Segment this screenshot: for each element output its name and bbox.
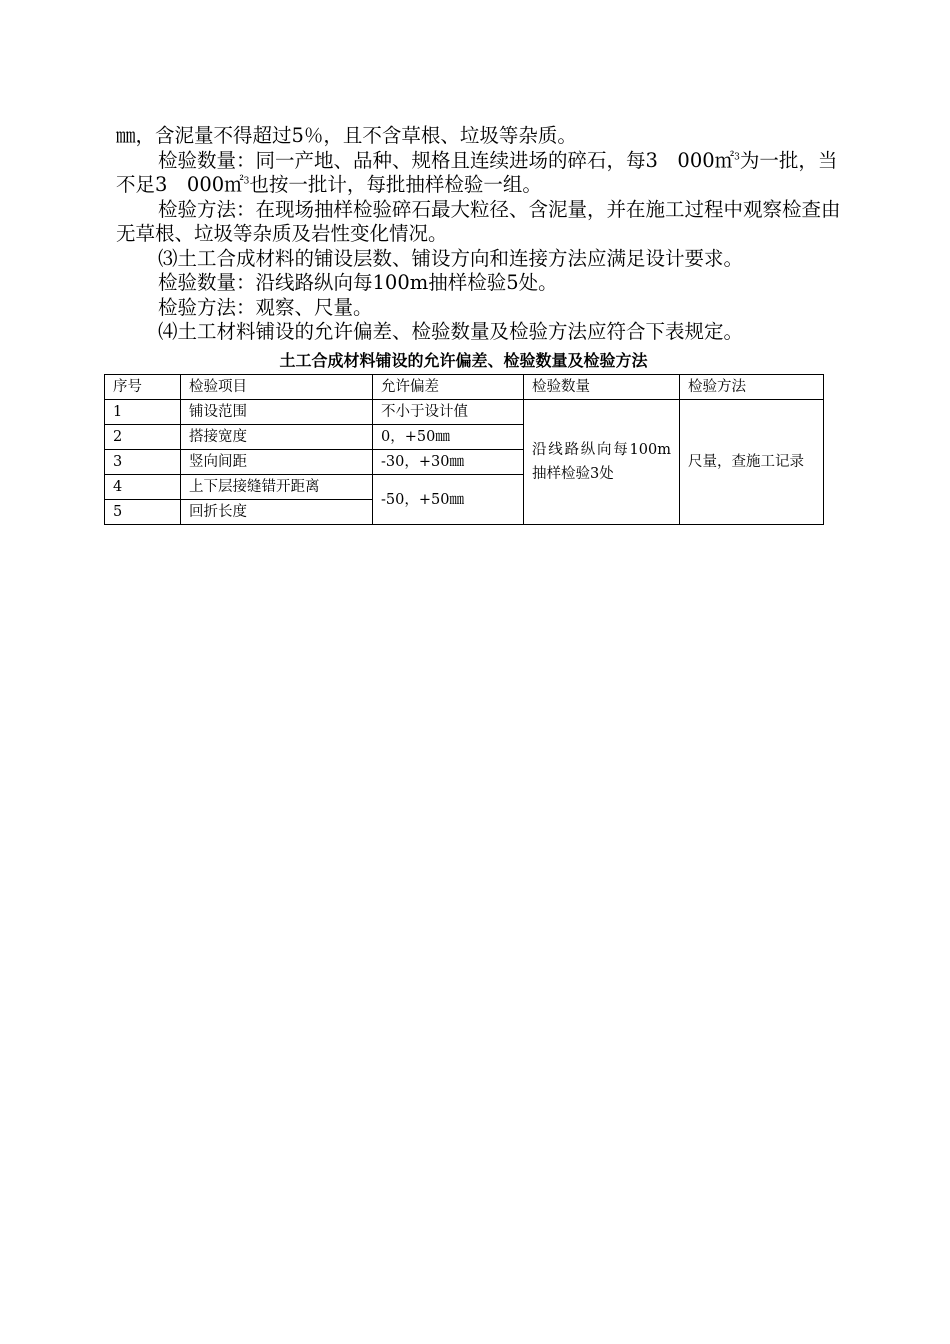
document-body <box>116 124 846 345</box>
paragraph-1: ㎜，含泥量不得超过5％，且不含草根、垃圾等杂质。 <box>116 124 577 147</box>
row-no: 2 <box>105 425 181 450</box>
row-no: 1 <box>105 400 181 425</box>
header-tolerance: 允许偏差 <box>373 375 524 400</box>
paragraph-7: ⑷土工材料铺设的允许偏差、检验数量及检验方法应符合下表规定。 <box>158 320 744 343</box>
header-no: 序号 <box>105 375 181 400</box>
row-tolerance: -30，+30㎜ <box>373 450 524 475</box>
paragraph-2-part-2: 为一批，当不足3 000㎡ <box>116 148 838 196</box>
row-tolerance: 0，+50㎜ <box>373 425 524 450</box>
row-item: 铺设范围 <box>181 400 373 425</box>
row-no: 4 <box>105 475 181 500</box>
row-tolerance-merged: -50，+50㎜ <box>373 475 524 525</box>
row-no: 3 <box>105 450 181 475</box>
superscript-3: 3 <box>734 152 740 162</box>
row-item: 回折长度 <box>181 500 373 525</box>
inspection-quantity-cell: 沿线路纵向每100m抽样检验3处 <box>524 400 680 525</box>
paragraph-4: ⑶土工合成材料的铺设层数、铺设方向和连接方法应满足设计要求。 <box>158 246 744 270</box>
table-header-row <box>105 375 824 400</box>
header-item: 检验项目 <box>181 375 373 400</box>
row-item: 竖向间距 <box>181 450 373 475</box>
row-item: 搭接宽度 <box>181 425 373 450</box>
paragraph-6: 检验方法：观察、尺量。 <box>158 295 373 319</box>
paragraph-2-part-1: 检验数量：同一产地、品种、规格且连续进场的碎石，每3 000㎡ <box>158 148 735 172</box>
paragraph-2 <box>116 149 846 198</box>
header-quantity: 检验数量 <box>524 375 680 400</box>
row-tolerance: 不小于设计值 <box>373 400 524 425</box>
spec-table <box>104 374 824 525</box>
paragraph-2-part-3: 也按一批计，每批抽样检验一组。 <box>249 173 542 196</box>
header-method: 检验方法 <box>680 375 824 400</box>
row-no: 5 <box>105 500 181 525</box>
row-item: 上下层接缝错开距离 <box>181 475 373 500</box>
table-row <box>105 400 824 425</box>
paragraph-5: 检验数量：沿线路纵向每100m抽样检验5处。 <box>158 271 558 294</box>
superscript-3-b: 3 <box>243 176 250 187</box>
inspection-method-cell: 尺量，查施工记录 <box>680 400 824 525</box>
table-title: 土工合成材料铺设的允许偏差、检验数量及检验方法 <box>279 351 648 370</box>
paragraph-3: 检验方法：在现场抽样检验碎石最大粒径、含泥量，并在施工过程中观察检查由无草根、垃圾等杂质及岩性变化情况。 <box>116 197 841 245</box>
